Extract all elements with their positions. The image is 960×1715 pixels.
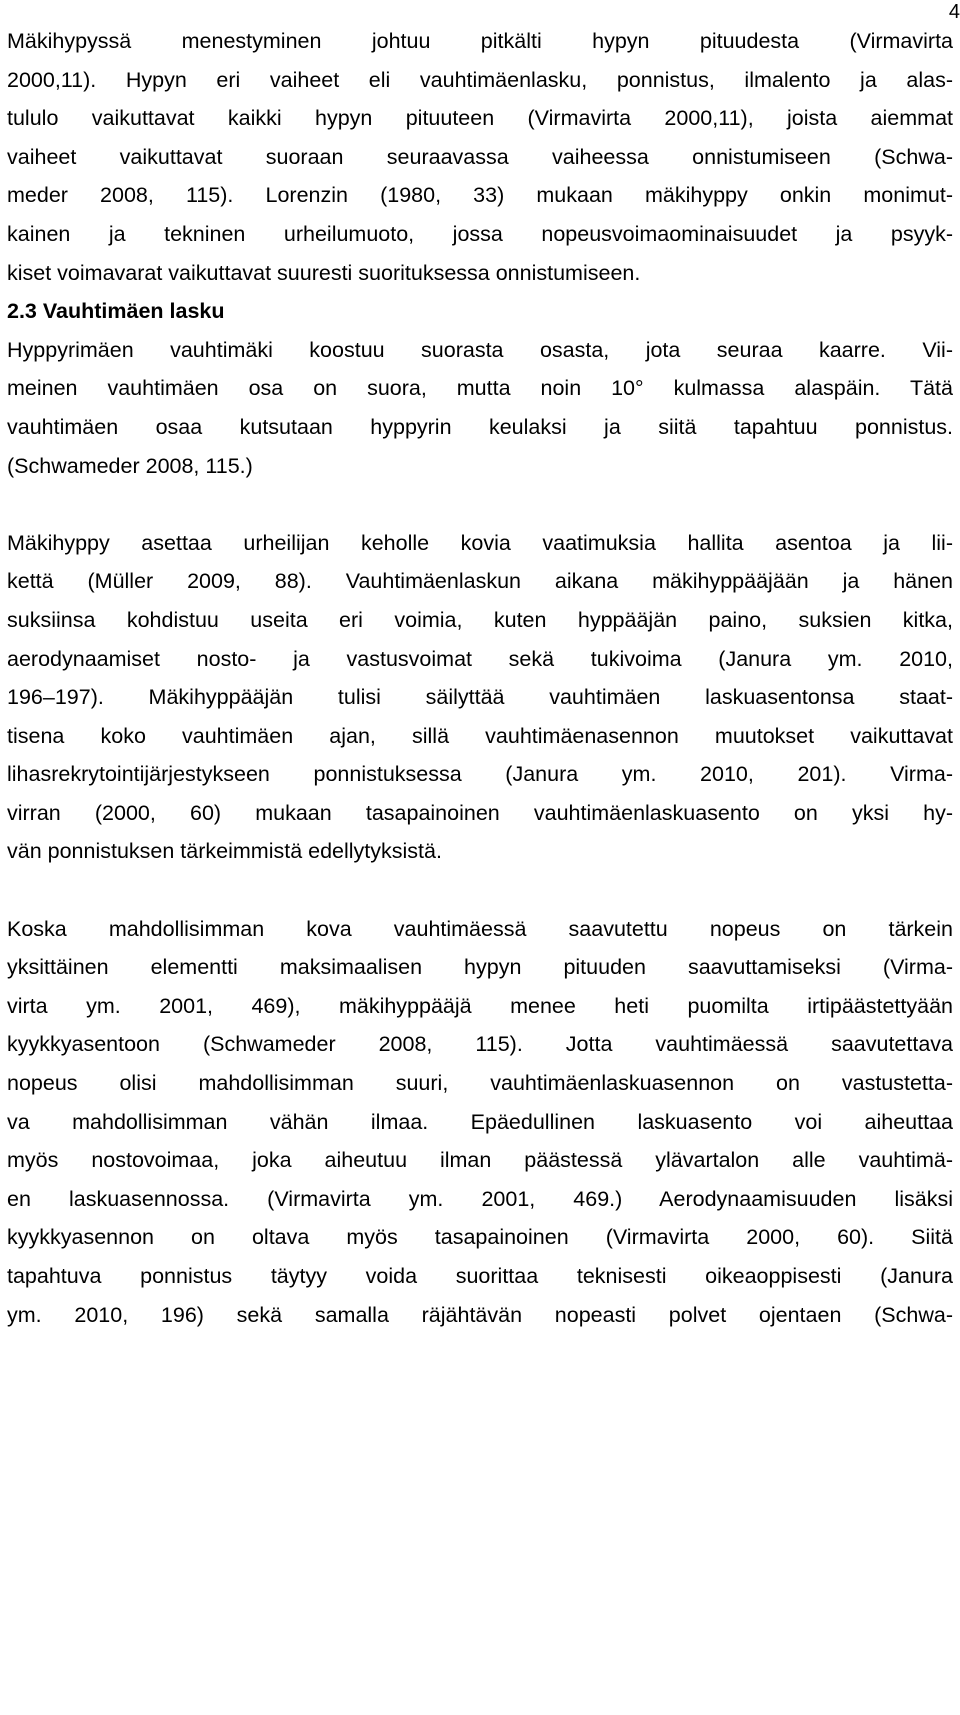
text-line: kyykkyasennon on oltava myös tasapainoinen (Virmavirta 2000, 60). Siitä <box>7 1225 953 1250</box>
text-line: yksittäinen elementti maksimaalisen hypyn pituuden saavuttamiseksi (Virma- <box>7 955 953 980</box>
text-line: Mäkihyppy asettaa urheilijan keholle kovia vaatimuksia hallita asentoa ja lii- <box>7 530 953 555</box>
text-line: kyykkyasentoon (Schwameder 2008, 115). Jotta vauhtimäessä saavutettava <box>7 1032 953 1057</box>
document-body <box>7 22 953 1334</box>
text-line: aerodynaamiset nosto- ja vastusvoimat sekä tukivoima (Janura ym. 2010, <box>7 646 953 671</box>
text-line: (Schwameder 2008, 115.) <box>7 453 253 478</box>
text-line: tapahtuva ponnistus täytyy voida suorittaa teknisesti oikeaoppisesti (Janura <box>7 1264 953 1288</box>
text-line: kettä (Müller 2009, 88). Vauhtimäenlaskun aikana mäkihyppääjään ja hänen <box>7 569 953 594</box>
text-line: vaiheet vaikuttavat suoraan seuraavassa vaiheessa onnistumiseen (Schwa- <box>7 144 953 169</box>
text-line: vauhtimäen osaa kutsutaan hyppyrin keulaksi ja siitä tapahtuu ponnistus. <box>7 414 953 439</box>
paragraph-4 <box>7 910 953 1335</box>
text-line: en laskuasennossa. (Virmavirta ym. 2001, 469.) Aerodynaamisuuden lisäksi <box>7 1186 953 1211</box>
text-line: meinen vauhtimäen osa on suora, mutta noin 10° kulmassa alaspäin. Tätä <box>7 376 953 401</box>
paragraph-3 <box>7 524 953 871</box>
text-line: lihasrekrytointijärjestykseen ponnistuksessa (Janura ym. 2010, 201). Virma- <box>7 762 953 787</box>
paragraph-spacer <box>7 485 953 524</box>
text-line: 2000,11). Hypyn eri vaiheet eli vauhtimäenlasku, ponnistus, ilmalento ja alas- <box>7 67 953 92</box>
text-line: vän ponnistuksen tärkeimmistä edellytyksistä. <box>7 839 442 864</box>
paragraph-spacer <box>7 871 953 910</box>
text-line: meder 2008, 115). Lorenzin (1980, 33) mukaan mäkihyppy onkin monimut- <box>7 183 953 208</box>
text-line: kainen ja tekninen urheilumuoto, jossa nopeusvoimaominaisuudet ja psyyk- <box>7 221 953 246</box>
text-line: kiset voimavarat vaikuttavat suuresti suorituksessa onnistumiseen. <box>7 260 641 285</box>
text-line: ym. 2010, 196) sekä samalla räjähtävän nopeasti polvet ojentaen (Schwa- <box>7 1302 953 1327</box>
text-line: myös nostovoimaa, joka aiheutuu ilman päästessä ylävartalon alle vauhtimä- <box>7 1148 953 1173</box>
text-line: Hyppyrimäen vauhtimäki koostuu suorasta osasta, jota seuraa kaarre. Vii- <box>7 337 953 362</box>
text-line: tululo vaikuttavat kaikki hypyn pituuteen (Virmavirta 2000,11), joista aiemmat <box>7 106 953 131</box>
paragraph-2 <box>7 331 953 485</box>
text-line: tisena koko vauhtimäen ajan, sillä vauhtimäenasennon muutokset vaikuttavat <box>7 723 953 748</box>
text-line: 196–197). Mäkihyppääjän tulisi säilyttää vauhtimäen laskuasentonsa staat- <box>7 685 953 710</box>
text-line: va mahdollisimman vähän ilmaa. Epäedullinen laskuasento voi aiheuttaa <box>7 1109 953 1134</box>
text-line: virta ym. 2001, 469), mäkihyppääjä menee heti puomilta irtipäästettyään <box>7 993 953 1018</box>
text-line: virran (2000, 60) mukaan tasapainoinen vauhtimäenlaskuasento on yksi hy- <box>7 800 953 825</box>
section-heading: 2.3 Vauhtimäen lasku <box>7 299 225 324</box>
text-line: suksiinsa kohdistuu useita eri voimia, kuten hyppääjän paino, suksien kitka, <box>7 607 953 632</box>
paragraph-1 <box>7 22 953 292</box>
page-number: 4 <box>948 1 960 23</box>
text-line: Koska mahdollisimman kova vauhtimäessä saavutettu nopeus on tärkein <box>7 916 953 941</box>
text-line: nopeus olisi mahdollisimman suuri, vauhtimäenlaskuasennon on vastustetta- <box>7 1071 953 1096</box>
text-line: Mäkihypyssä menestyminen johtuu pitkälti hypyn pituudesta (Virmavirta <box>7 29 953 53</box>
